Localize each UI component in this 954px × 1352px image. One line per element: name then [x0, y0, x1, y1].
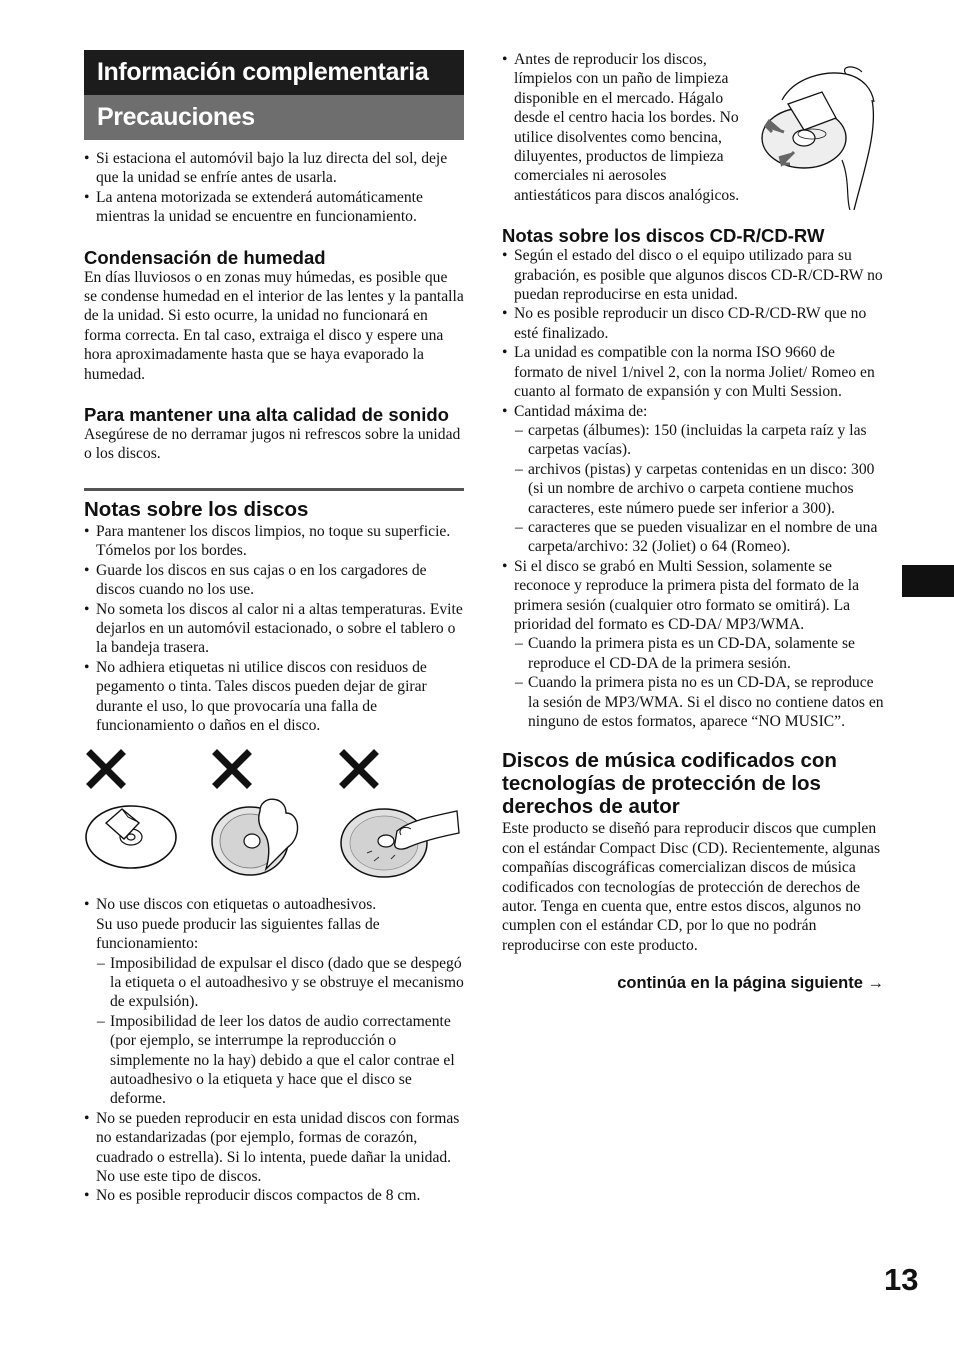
cross-icon	[339, 749, 379, 789]
cdr-max-label: Cantidad máxima de:	[514, 402, 648, 420]
etiquetas-dash-list	[84, 954, 464, 1109]
list-item: • No es posible reproducir discos compactos de 8 cm.	[84, 1186, 464, 1205]
notas-discos-list	[84, 522, 464, 735]
list-item: • La unidad es compatible con la norma ISO 9660 de formato de nivel 1/nivel 2, con la norma Joliet/ Romeo en cuanto al formato de expansión y con Multi Session.	[502, 343, 884, 401]
list-item	[502, 557, 884, 732]
disc-residue-icon	[339, 791, 464, 881]
list-item: • No es posible reproducir un disco CD-R/CD-RW que no esté finalizado.	[502, 304, 884, 343]
heading-notas-discos: Notas sobre los discos	[84, 497, 309, 521]
heading-calidad: Para mantener una alta calidad de sonido	[84, 404, 449, 426]
list-item: – Cuando la primera pista no es un CD-DA, se reproduce la sesión de MP3/WMA. Si el disco no contiene datos en ninguno de estos formatos, aparece “NO MUSIC”.	[502, 673, 884, 731]
etiquetas-sub: Su uso puede producir las siguientes fallas de funcionamiento:	[96, 915, 380, 953]
etiquetas-list	[84, 895, 464, 1206]
cdr-multisession: Si el disco se grabó en Multi Session, solamente se reconoce y reproduce la primera pista del formato de la primera sesión (cualquier otro formato se omitirá). La prioridad del formato es CD-DA/ MP3/WMA.	[514, 557, 860, 633]
list-item: • No se pueden reproducir en esta unidad discos con formas no estandarizadas (por ejemplo, formas de corazón, cuadrado o estrella). Si lo intenta, puede dañar la unidad. No use este tipo de discos.	[84, 1109, 464, 1187]
list-item: – Imposibilidad de expulsar el disco (dado que se despegó la etiqueta o el autoadhesivo y se obstruye el mecanismo de expulsión).	[84, 954, 464, 1012]
limpieza-block	[502, 50, 884, 205]
list-item: – archivos (pistas) y carpetas contenidas en un disco: 300 (si un nombre de archivo o carpeta contiene muchos caracteres, este número puede ser inferior a 300).	[502, 460, 884, 518]
list-item: • No adhiera etiquetas ni utilice discos con residuos de pegamento o tinta. Tales discos pueden dejar de girar durante el uso, lo que provocaría una falla de funcionamiento o daños en el disco.	[84, 658, 464, 736]
section-banner-title: Información complementaria	[84, 50, 464, 95]
list-item: • La antena motorizada se extenderá automáticamente mientras la unidad se encuentre en funcionamiento.	[84, 188, 464, 227]
continue-notice: continúa en la página siguiente →	[617, 974, 884, 993]
heading-proteccion: Discos de música codificados con tecnologías de protección de los derechos de autor	[502, 749, 837, 819]
heart-disc-icon	[208, 789, 303, 879]
paragraph-proteccion: Este producto se diseñó para reproducir discos que cumplen con el estándar Compact Disc (CD). Recientemente, algunas compañías discográficas comercializan discos de música codificados con tecnologías de protección de derechos de autor. Tenga en cuenta que, entre estos discos, algunos no cumplen con el estándar CD, por lo que no podrán reproducirse con este producto.	[502, 820, 881, 954]
section-tab-marker	[902, 565, 954, 597]
cross-icon	[86, 749, 126, 789]
list-item: • Según el estado del disco o el equipo utilizado para su grabación, es posible que algunos discos CD-R/CD-RW no puedan reproducirse en esta unidad.	[502, 246, 884, 304]
section-rule	[84, 488, 464, 522]
section-banner-subtitle: Precauciones	[84, 95, 464, 140]
right-column	[502, 50, 884, 993]
list-item: • Para mantener los discos limpios, no toque su superficie. Tómelos por los bordes.	[84, 522, 464, 561]
limpieza-list	[502, 50, 742, 205]
list-item: • No someta los discos al calor ni a altas temperaturas. Evite dejarlos en un automóvil estacionado, o sobre el tablero o la bandeja trasera.	[84, 600, 464, 658]
list-item: • Antes de reproducir los discos, límpielos con un paño de limpieza disponible en el mercado. Hágalo desde el centro hacia los bordes. No utilice disolventes como bencina, diluyentes, productos de limpieza comerciales ni aerosoles antiestáticos para discos analógicos.	[502, 50, 742, 205]
paragraph-calidad: Asegúrese de no derramar jugos ni refrescos sobre la unidad o los discos.	[84, 426, 461, 463]
list-item: – caracteres que se pueden visualizar en el nombre de una carpeta/archivo: 32 (Joliet) o 64 (Romeo).	[502, 518, 884, 557]
list-item: – carpetas (álbumes): 150 (incluidas la carpeta raíz y las carpetas vacías).	[502, 421, 884, 460]
disc-illustrations	[84, 749, 464, 889]
page-number: 13	[884, 1262, 919, 1297]
cdr-multisession-dash-list	[502, 634, 884, 731]
etiquetas-bullet: No use discos con etiquetas o autoadhesivos.	[96, 896, 377, 914]
list-item	[84, 895, 464, 1108]
cross-icon	[212, 749, 252, 789]
heading-condensacion: Condensación de humedad	[84, 246, 326, 268]
list-item: – Cuando la primera pista es un CD-DA, solamente se reproduce el CD-DA de la primera sesión.	[502, 634, 884, 673]
cdr-max-dash-list	[502, 421, 884, 557]
intro-bullet-list	[84, 149, 464, 227]
heading-cdr: Notas sobre los discos CD-R/CD-RW	[502, 225, 825, 247]
left-column	[84, 50, 464, 1206]
paragraph-condensacion: En días lluviosos o en zonas muy húmedas, es posible que se condense humedad en el interior de las lentes y la pantalla de la unidad. Si esto ocurre, la unidad no funcionará en forma correcta. En tal caso, extraiga el disco y espere una hora aproximadamente hasta que se haya evaporado la humedad.	[84, 268, 464, 383]
list-item	[502, 402, 884, 557]
disc-with-label-icon	[84, 801, 179, 871]
cdr-list	[502, 246, 884, 731]
list-item: • Guarde los discos en sus cajas o en los cargadores de discos cuando no los use.	[84, 561, 464, 600]
disc-cleaning-icon	[754, 60, 884, 210]
list-item: • Si estaciona el automóvil bajo la luz directa del sol, deje que la unidad se enfríe antes de usarla.	[84, 149, 464, 188]
list-item: – Imposibilidad de leer los datos de audio correctamente (por ejemplo, se interrumpe la reproducción o simplemente no la hay) debido a que el calor contrae el autoadhesivo o la etiqueta y hace que el disco se deforme.	[84, 1012, 464, 1109]
